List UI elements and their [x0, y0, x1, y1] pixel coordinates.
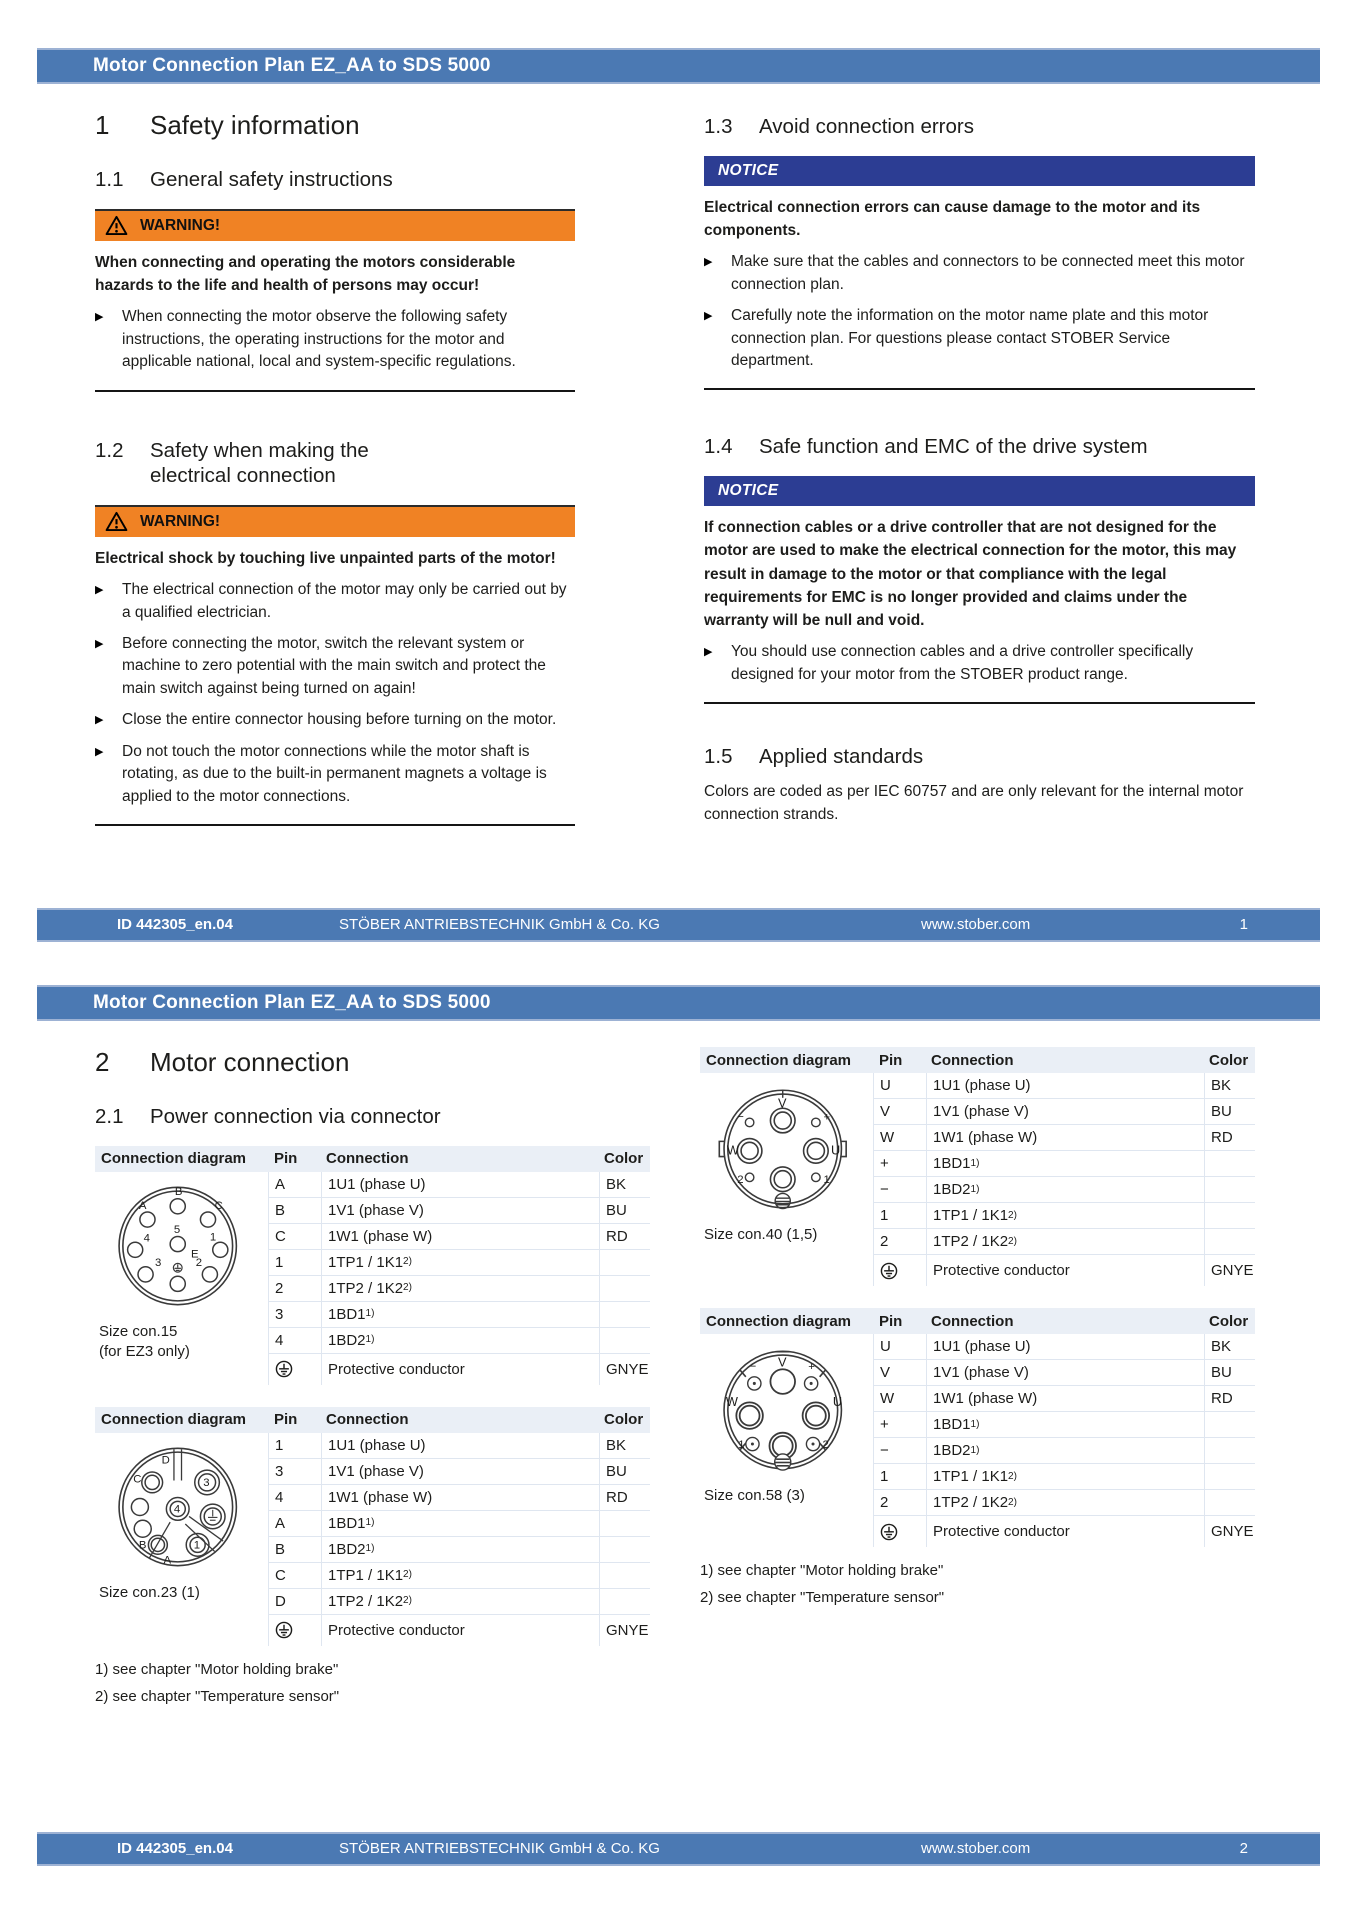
table-rows [874, 1334, 1255, 1547]
section-2-heading [95, 1047, 650, 1078]
protective-earth-icon [880, 1523, 898, 1541]
size-label: Size con.15 (for EZ3 only) [99, 1322, 190, 1360]
table-header-row [95, 1146, 650, 1172]
table-row: 3 1V1 (phase V) BU [269, 1458, 650, 1484]
page1-left-column [95, 82, 575, 826]
table-row: 1 1TP1 / 1K1 2) [269, 1249, 650, 1275]
page2-right-column [700, 1019, 1255, 1611]
connector-diagram-con58 [702, 1338, 854, 1480]
section-title: General safety instructions [150, 168, 393, 191]
pin-label: 4 [173, 1503, 181, 1516]
col-header-diagram: Connection diagram [101, 1150, 247, 1168]
table-row: V 1V1 (phase V) BU [874, 1359, 1255, 1385]
table-row: C 1W1 (phase W) RD [269, 1223, 650, 1249]
table-row: − 1BD2 1) [874, 1437, 1255, 1463]
section-title: Safety information [150, 110, 360, 140]
col-header-connection: Connection [326, 1150, 409, 1168]
page2-footer-bar [37, 1832, 1320, 1866]
table-row: 3 1BD1 1) [269, 1301, 650, 1327]
protective-earth-icon [275, 1621, 293, 1639]
connector-diagram-con23 [97, 1437, 249, 1577]
col-header-connection: Connection [326, 1411, 409, 1429]
pin-label: 1 [193, 1539, 201, 1552]
pin-label: 3 [203, 1476, 210, 1489]
section-title: Power connection via connector [150, 1105, 441, 1128]
company-name: STÖBER ANTRIEBSTECHNIK GmbH & Co. KG [339, 916, 660, 933]
pin-table-con15 [95, 1146, 650, 1385]
section-1-heading [95, 110, 575, 141]
col-header-connection: Connection [931, 1312, 1014, 1330]
size-label: Size con.58 (3) [704, 1487, 805, 1504]
table-row: Protective conductor GNYE [874, 1515, 1255, 1547]
pin-table-con58 [700, 1308, 1255, 1547]
notice-label: NOTICE [718, 161, 779, 179]
col-header-color: Color [1209, 1051, 1249, 1069]
diagram-cell [95, 1433, 269, 1646]
table-row: B 1V1 (phase V) BU [269, 1197, 650, 1223]
applied-standards-text: Colors are coded as per IEC 60757 and are only relevant for the internal motor connection strands. [704, 782, 1244, 824]
table-row: U 1U1 (phase U) BK [874, 1073, 1255, 1098]
pin-table-con23 [95, 1407, 650, 1646]
pin-label: C [133, 1473, 142, 1486]
table-body [95, 1433, 650, 1646]
table-row: V 1V1 (phase V) BU [874, 1098, 1255, 1124]
section-number: 1.2 [95, 438, 124, 462]
section-title: Applied standards [759, 745, 924, 769]
warning-label: WARNING! [140, 216, 221, 234]
table-rows [874, 1073, 1255, 1286]
col-header-color: Color [604, 1411, 644, 1429]
col-header-pin: Pin [274, 1411, 298, 1429]
notice-box-1 [704, 156, 1255, 391]
col-header-color: Color [1209, 1312, 1249, 1330]
page-number: 2 [1239, 1840, 1248, 1857]
table-row: U 1U1 (phase U) BK [874, 1334, 1255, 1359]
table-body [700, 1334, 1255, 1547]
document-title: Motor Connection Plan EZ_AA to SDS 5000 [93, 55, 491, 76]
protective-earth-icon [880, 1262, 898, 1280]
table-row: + 1BD1 1) [874, 1411, 1255, 1437]
table-row: W 1W1 (phase W) RD [874, 1385, 1255, 1411]
pin-label: B [138, 1539, 147, 1552]
col-header-connection: Connection [931, 1051, 1014, 1069]
table-row: Protective conductor GNYE [269, 1353, 650, 1385]
table-header-row [700, 1047, 1255, 1073]
table-row: Protective conductor GNYE [269, 1614, 650, 1646]
table-row: + 1BD1 1) [874, 1150, 1255, 1176]
notice-bullet: ▶ Carefully note the information on the motor name plate and this motor connection plan. For questions please contact STOBER Service department. [704, 305, 1255, 372]
pin-label: A [163, 1554, 172, 1567]
section-1-4-heading [704, 434, 1255, 460]
page2-left-column [95, 1019, 650, 1710]
pin-label: 1 [738, 1438, 745, 1451]
warning-bold-text: Electrical shock by touching live unpainted parts of the motor! [95, 549, 556, 567]
page1-title-bar [37, 48, 1320, 84]
table-row: 1 1U1 (phase U) BK [269, 1433, 650, 1458]
notice-bullet: ▶ Make sure that the cables and connectors to be connected meet this motor connection plan. [704, 251, 1255, 296]
table-row: D 1TP2 / 1K2 2) [269, 1588, 650, 1614]
table-row: 2 1TP2 / 1K2 2) [874, 1489, 1255, 1515]
page-1 [37, 48, 1320, 938]
table-row: 4 1W1 (phase W) RD [269, 1484, 650, 1510]
table-row: Protective conductor GNYE [874, 1254, 1255, 1286]
protective-earth-icon [275, 1360, 293, 1378]
notice-bold-text: If connection cables or a drive controller that are not designed for the motor are used to make the electrical connection for the motor, this may result in damage to the motor or that compliance with the legal requirements for EMC is no longer provided and claims under the warranty will be null and void. [704, 519, 1237, 630]
pin-table-con40 [700, 1047, 1255, 1286]
col-header-diagram: Connection diagram [101, 1411, 247, 1429]
table-rows [269, 1172, 650, 1385]
pin-label: + [808, 1361, 815, 1374]
size-label: Size con.40 (1,5) [704, 1226, 818, 1243]
warning-bar [95, 505, 575, 537]
pin-label: 1 [209, 1230, 217, 1243]
diagram-cell [95, 1172, 269, 1385]
document-title: Motor Connection Plan EZ_AA to SDS 5000 [93, 992, 491, 1013]
page-number: 1 [1239, 916, 1248, 933]
diagram-cell [700, 1073, 874, 1286]
table-body [95, 1172, 650, 1385]
notice-bullet: ▶ You should use connection cables and a drive controller specifically designed for your motor from the STOBER product range. [704, 641, 1255, 686]
document-id: ID 442305_en.04 [117, 916, 233, 933]
section-title: Avoid connection errors [759, 115, 974, 138]
col-header-diagram: Connection diagram [706, 1312, 852, 1330]
page-2 [37, 985, 1320, 1885]
warning-box-1 [95, 209, 575, 392]
notice-box-2 [704, 476, 1255, 704]
warning-triangle-icon [105, 215, 128, 236]
section-number: 1.5 [704, 745, 733, 769]
table-rows [269, 1433, 650, 1646]
pin-label: 2 [737, 1174, 744, 1187]
section-number: 1.4 [704, 435, 733, 459]
table-row: 1 1TP1 / 1K1 2) [874, 1202, 1255, 1228]
pin-label: V [778, 1354, 787, 1370]
notice-bar [704, 156, 1255, 186]
warning-bullet: ▶ Do not touch the motor connections while the motor shaft is rotating, as due to the built-in permanent magnets a voltage is applied to the motor connections. [95, 741, 575, 808]
pin-label: − [737, 1111, 744, 1124]
section-1-3-heading [704, 114, 1255, 140]
pin-label: E [190, 1247, 199, 1260]
footnotes [95, 1656, 650, 1710]
section-number: 1.1 [95, 168, 124, 191]
warning-bar [95, 209, 575, 241]
col-header-diagram: Connection diagram [706, 1051, 852, 1069]
footnote-1: 1) see chapter "Motor holding brake" [700, 1562, 944, 1579]
company-name: STÖBER ANTRIEBSTECHNIK GmbH & Co. KG [339, 1840, 660, 1857]
section-number: 1 [95, 110, 110, 140]
table-row: 1 1TP1 / 1K1 2) [874, 1463, 1255, 1489]
warning-triangle-icon [105, 511, 128, 532]
table-row: 2 1TP2 / 1K2 2) [269, 1275, 650, 1301]
warning-bullet: ▶ Close the entire connector housing before turning on the motor. [95, 709, 575, 731]
table-row: 2 1TP2 / 1K2 2) [874, 1228, 1255, 1254]
col-header-pin: Pin [274, 1150, 298, 1168]
table-row: W 1W1 (phase W) RD [874, 1124, 1255, 1150]
connector-diagram-con40 [702, 1077, 854, 1219]
website: www.stober.com [921, 916, 1031, 933]
footnote-1: 1) see chapter "Motor holding brake" [95, 1660, 339, 1678]
section-number: 1.3 [704, 115, 733, 138]
warning-label: WARNING! [140, 512, 221, 530]
warning-bullet: ▶ The electrical connection of the motor may only be carried out by a qualified electrician. [95, 579, 575, 624]
table-row: − 1BD2 1) [874, 1176, 1255, 1202]
section-number: 2 [95, 1047, 110, 1077]
connector-diagram-con15 [97, 1176, 249, 1316]
section-1-5-heading [704, 744, 1255, 770]
pin-label: 2 [195, 1256, 203, 1269]
footnote-2: 2) see chapter "Temperature sensor" [95, 1687, 340, 1705]
pin-label: − [749, 1361, 757, 1374]
pin-label: C [214, 1199, 223, 1212]
footnotes [700, 1557, 1255, 1611]
notice-bar [704, 476, 1255, 506]
col-header-pin: Pin [879, 1312, 903, 1330]
section-title: Motor connection [150, 1047, 350, 1077]
warning-bullet: ▶ When connecting the motor observe the following safety instructions, the operating instructions for the motor and applicable national, local and system-specific regulations. [95, 306, 575, 373]
notice-label: NOTICE [718, 482, 779, 500]
page1-right-column [704, 82, 1255, 826]
table-body [700, 1073, 1255, 1286]
pin-label: U [831, 1142, 841, 1158]
section-1-2-heading [95, 438, 575, 489]
section-1-1-heading [95, 167, 575, 193]
warning-bullet: ▶ Before connecting the motor, switch the relevant system or machine to zero potential with the main switch and protect the main switch against being turned on again! [95, 633, 575, 700]
notice-bold-text: Electrical connection errors can cause damage to the motor and its components. [704, 198, 1201, 239]
pin-label: W [726, 1142, 739, 1158]
section-title: Safety when making the electrical connection [150, 438, 369, 488]
pin-label: 2 [822, 1438, 829, 1451]
pin-label: V [778, 1095, 787, 1111]
section-number: 2.1 [95, 1105, 124, 1128]
pin-label: D [161, 1454, 170, 1467]
table-row: C 1TP1 / 1K1 2) [269, 1562, 650, 1588]
diagram-cell [700, 1334, 874, 1547]
table-header-row [700, 1308, 1255, 1334]
page1-footer-bar [37, 908, 1320, 942]
footnote-2: 2) see chapter "Temperature sensor" [700, 1589, 945, 1606]
page2-title-bar [37, 985, 1320, 1021]
pin-label: 3 [155, 1256, 162, 1269]
table-row: A 1BD1 1) [269, 1510, 650, 1536]
website: www.stober.com [921, 1840, 1031, 1857]
col-header-color: Color [604, 1150, 644, 1168]
document-id: ID 442305_en.04 [117, 1840, 233, 1857]
table-row: 4 1BD2 1) [269, 1327, 650, 1353]
pin-label: + [823, 1111, 831, 1124]
pin-label: 4 [143, 1231, 150, 1244]
pin-label: A [138, 1199, 147, 1212]
pin-label: W [725, 1394, 738, 1410]
pin-label: B [174, 1185, 183, 1198]
col-header-pin: Pin [879, 1051, 903, 1069]
pin-label: U [832, 1394, 843, 1410]
pin-label: 5 [173, 1223, 181, 1236]
table-row: A 1U1 (phase U) BK [269, 1172, 650, 1197]
table-header-row [95, 1407, 650, 1433]
size-label: Size con.23 (1) [99, 1583, 200, 1601]
table-row: B 1BD2 1) [269, 1536, 650, 1562]
warning-box-2 [95, 505, 575, 826]
section-title: Safe function and EMC of the drive system [759, 435, 1148, 459]
section-2-1-heading [95, 1104, 650, 1130]
pin-label: 1 [823, 1174, 830, 1187]
warning-bold-text: When connecting and operating the motors considerable hazards to the life and health of persons may occur! [95, 253, 516, 294]
